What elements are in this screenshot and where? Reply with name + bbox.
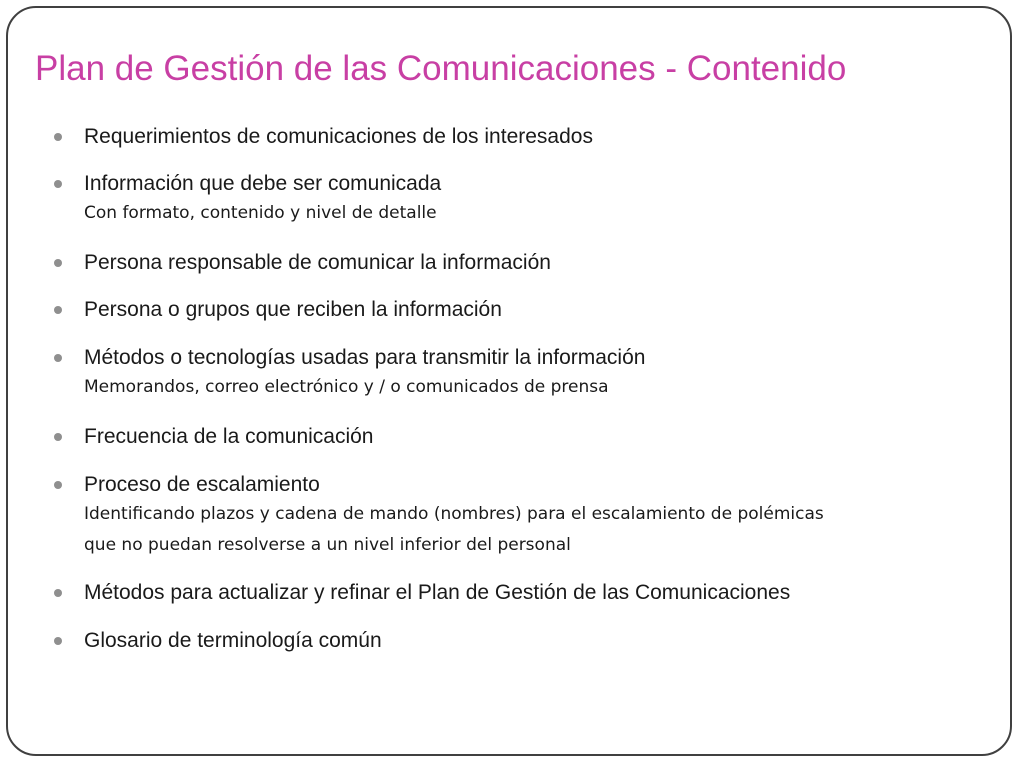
bullet-icon bbox=[54, 133, 62, 141]
bullet-item-text: Métodos para actualizar y refinar el Plan de Gestión de las Comunicaciones bbox=[84, 581, 791, 604]
bullet-item-text: Frecuencia de la comunicación bbox=[84, 425, 374, 448]
bullet-icon bbox=[54, 637, 62, 645]
bullet-icon bbox=[54, 481, 62, 489]
bullet-item-text: Métodos o tecnologías usadas para transmitir la información bbox=[84, 346, 646, 369]
bullet-item-text: Persona o grupos que reciben la información bbox=[84, 298, 502, 321]
bullet-icon bbox=[54, 433, 62, 441]
bullet-item-subtext: Identificando plazos y cadena de mando (nombres) para el escalamiento de polémicas bbox=[84, 504, 824, 524]
bullet-item-subtext: Memorandos, correo electrónico y / o comunicados de prensa bbox=[84, 377, 609, 397]
bullet-item-subtext: Con formato, contenido y nivel de detalle bbox=[84, 203, 437, 223]
bullet-icon bbox=[54, 589, 62, 597]
bullet-item-text: Proceso de escalamiento bbox=[84, 473, 320, 496]
bullet-icon bbox=[54, 259, 62, 267]
bullet-icon bbox=[54, 180, 62, 188]
bullet-item-text: Información que debe ser comunicada bbox=[84, 172, 442, 195]
bullet-item-text: Requerimientos de comunicaciones de los interesados bbox=[84, 125, 593, 148]
slide-title: Plan de Gestión de las Comunicaciones - Contenido bbox=[35, 49, 847, 88]
bullet-icon bbox=[54, 354, 62, 362]
bullet-item-subtext: que no puedan resolverse a un nivel inferior del personal bbox=[84, 535, 571, 555]
bullet-item-text: Persona responsable de comunicar la información bbox=[84, 251, 551, 274]
bullet-icon bbox=[54, 306, 62, 314]
bullet-item-text: Glosario de terminología común bbox=[84, 629, 382, 652]
